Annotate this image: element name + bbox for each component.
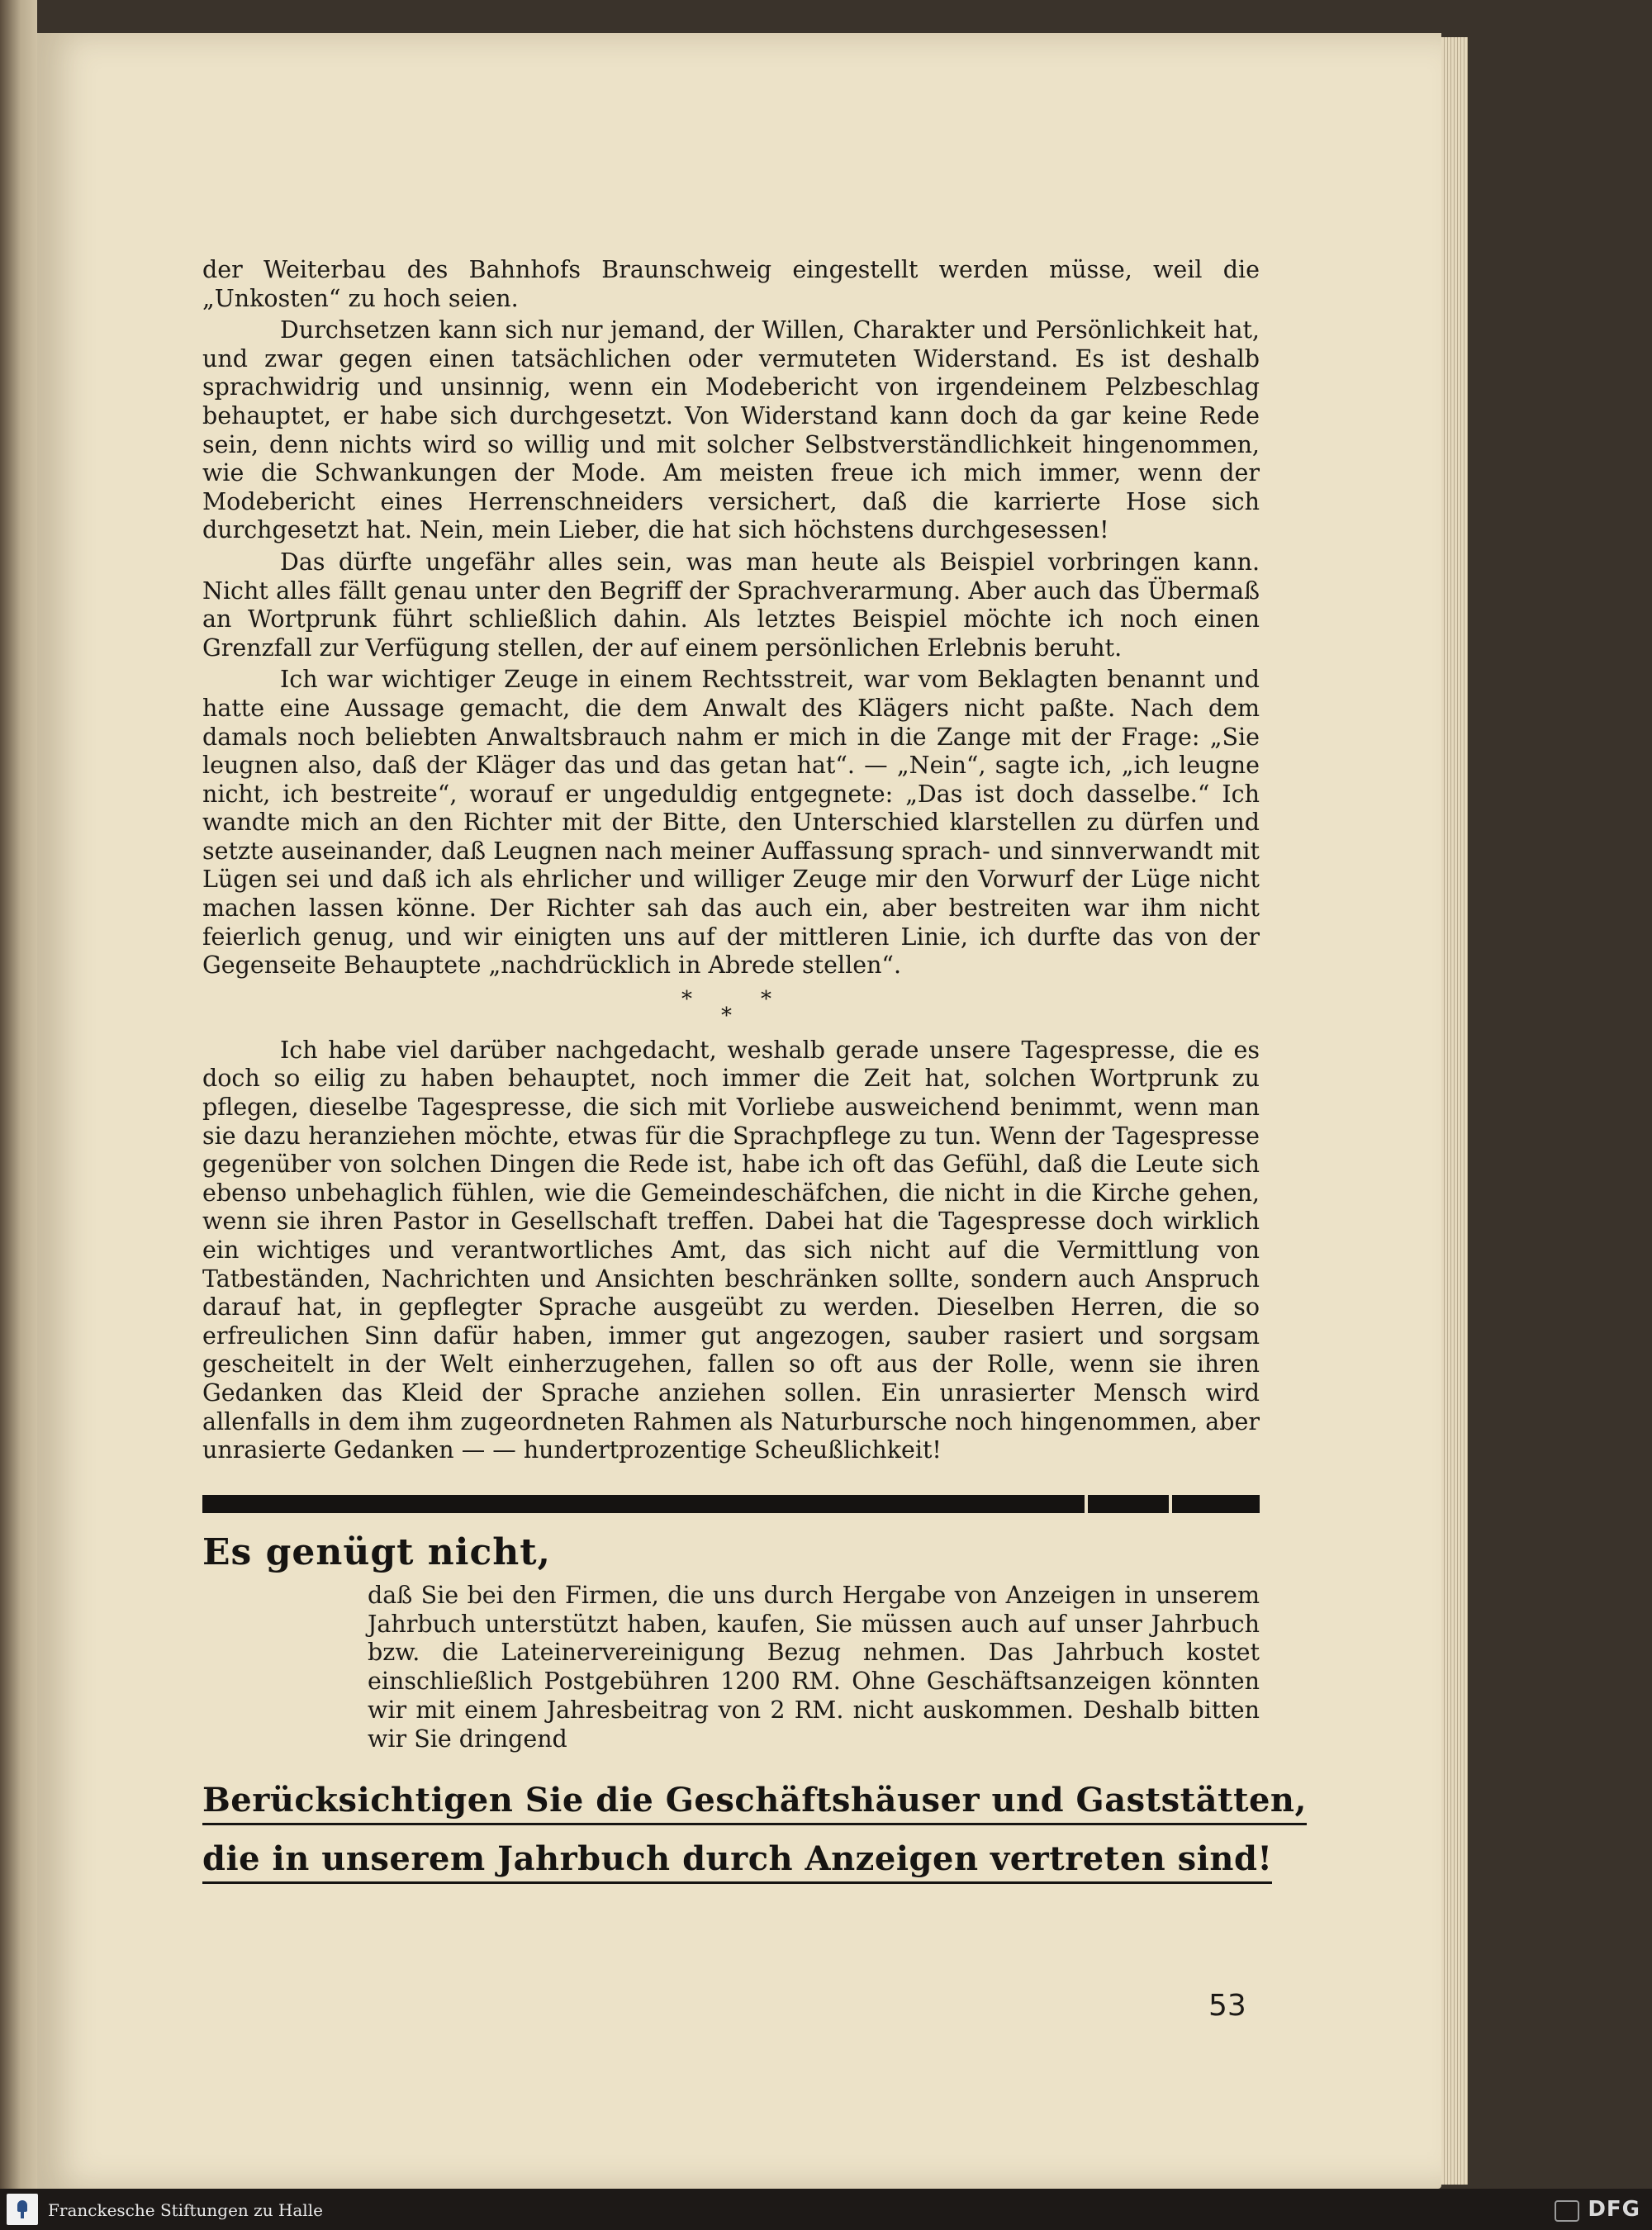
viewer-footer-bar	[0, 2189, 1652, 2230]
appeal-text-1: Berücksichtigen Sie die Geschäftshäuser und Gaststätten,	[202, 1781, 1307, 1825]
page-number: 53	[1208, 1989, 1246, 2023]
advertisement-rule	[202, 1495, 1260, 1513]
institution-logo-icon	[7, 2194, 38, 2225]
appeal-line-2	[202, 1839, 1273, 1878]
paragraph-2: Durchsetzen kann sich nur jemand, der Willen, Charakter und Persönlichkeit hat, und zwar gegen einen tatsächlichen oder vermuteten Widerstand. Es ist deshalb sprachwidrig und unsinnig, wenn ein Modebericht von irgendeinem Pelzbeschlag behauptet, er habe sich durchgesetzt. Von Widerstand kann doch da gar keine Rede sein, denn nichts wird so willig und mit solcher Selbstverständlichkeit hingenommen, wie die Schwankungen der Mode. Am meisten freue ich mich immer, wenn der Modebericht eines Herrenschneiders versichert, daß die karrierte Hose sich durchgesetzt hat. Nein, mein Lieber, die hat sich höchstens durchgesessen!	[202, 316, 1260, 544]
book-page	[37, 33, 1441, 2189]
paragraph-1: der Weiterbau des Bahnhofs Braunschweig eingestellt werden müsse, weil die „Unkosten“ zu hoch seien.	[202, 256, 1260, 312]
main-text	[202, 256, 1260, 980]
advertisement-body: daß Sie bei den Firmen, die uns durch Hergabe von Anzeigen in unserem Jahrbuch unterstützt haben, kaufen, Sie müssen auch auf unser Jahrbuch bzw. die Lateinervereinigung Bezug nehmen. Das Jahrbuch kostet einschließlich Postgebühren 1200 RM. Ohne Geschäftsanzeigen könnten wir mit einem Jahresbeitrag von 2 RM. nicht auskommen. Deshalb bitten wir Sie dringend	[368, 1581, 1260, 1753]
advertisement-heading: Es genügt nicht,	[202, 1530, 551, 1573]
paragraph-5: Ich habe viel darüber nachgedacht, weshalb gerade unsere Tagespresse, die es doch so eilig zu haben behauptet, noch immer die Zeit hat, solchen Wortprunk zu pflegen, dieselbe Tagespresse, die sich mit Vorliebe ausweichend benimmt, wenn man sie dazu heranziehen möchte, etwas für die Sprachpflege zu tun. Wenn der Tagespresse gegenüber von solchen Dingen die Rede ist, habe ich oft das Gefühl, daß die Leute sich ebenso unbehaglich fühlen, wie die Gemeindeschäfchen, die nicht in die Kirche gehen, wenn sie ihren Pastor in Gesellschaft treffen. Dabei hat die Tagespresse doch wirklich ein wichtiges und verantwortliches Amt, das sich nicht auf die Vermittlung von Tatbeständen, Nachrichten und Ansichten beschränken sollte, sondern auch Anspruch darauf hat, in gepflegter Sprache ausgeübt zu werden. Dieselben Herren, die so erfreulichen Sinn dafür haben, immer gut angezogen, sauber rasiert und sorgsam gescheitelt in der Welt einherzugehen, fallen so oft aus der Rolle, wenn sie ihren Gedanken das Kleid der Sprache anziehen sollen. Ein unrasierter Mensch wird allenfalls in dem ihm zugeordneten Rahmen als Naturbursche noch hingenommen, aber unrasierte Gedanken — — hundertprozentige Scheußlichkeit!	[202, 1036, 1260, 1464]
asterism-star: *	[721, 1003, 732, 1028]
paragraph-3: Das dürfte ungefähr alles sein, was man heute als Beispiel vorbringen kann. Nicht alles fällt genau unter den Begriff der Sprachverarmung. Aber auch das Übermaß an Wortprunk führt schließlich dahin. Als letztes Beispiel möchte ich noch einen Grenzfall zur Verfügung stellen, der auf einem persönlichen Erlebnis beruht.	[202, 548, 1260, 662]
appeal-line-1	[202, 1780, 1307, 1820]
page-stack-edge	[1441, 37, 1468, 2185]
funder-logo: DFG	[1588, 2197, 1640, 2222]
asterism-star: *	[681, 986, 692, 1012]
dfg-mark-icon	[1555, 2200, 1579, 2222]
main-text-continued	[202, 1037, 1260, 1465]
asterism-star: *	[761, 986, 771, 1012]
institution-name: Franckesche Stiftungen zu Halle	[48, 2200, 323, 2220]
page-content	[202, 256, 1307, 1878]
section-divider-asterism	[202, 985, 1260, 1035]
appeal-text-2: die in unserem Jahrbuch durch Anzeigen vertreten sind!	[202, 1839, 1272, 1884]
left-page-edge	[0, 0, 37, 2189]
paragraph-4: Ich war wichtiger Zeuge in einem Rechtsstreit, war vom Beklagten benannt und hatte eine Aussage gemacht, die dem Anwalt des Klägers nicht paßte. Nach dem damals noch beliebten Anwaltsbrauch nahm er mich in die Zange mit der Frage: „Sie leugnen also, daß der Kläger das und das getan hat“. — „Nein“, sagte ich, „ich leugne nicht, ich bestreite“, worauf er ungeduldig entgegnete: „Das ist doch dasselbe.“ Ich wandte mich an den Richter mit der Bitte, den Unterschied klarstellen zu dürfen und setzte auseinander, daß Leugnen nach meiner Auffassung sprach- und sinnverwandt mit Lügen sei und daß ich als ehrlicher und williger Zeuge mir den Vorwurf der Lüge nicht machen lassen könne. Der Richter sah das auch ein, aber bestreiten war ihm nicht feierlich genug, und wir einigten uns auf der mittleren Linie, ich durfte das von der Gegenseite Behauptete „nachdrücklich in Abrede stellen“.	[202, 666, 1260, 980]
